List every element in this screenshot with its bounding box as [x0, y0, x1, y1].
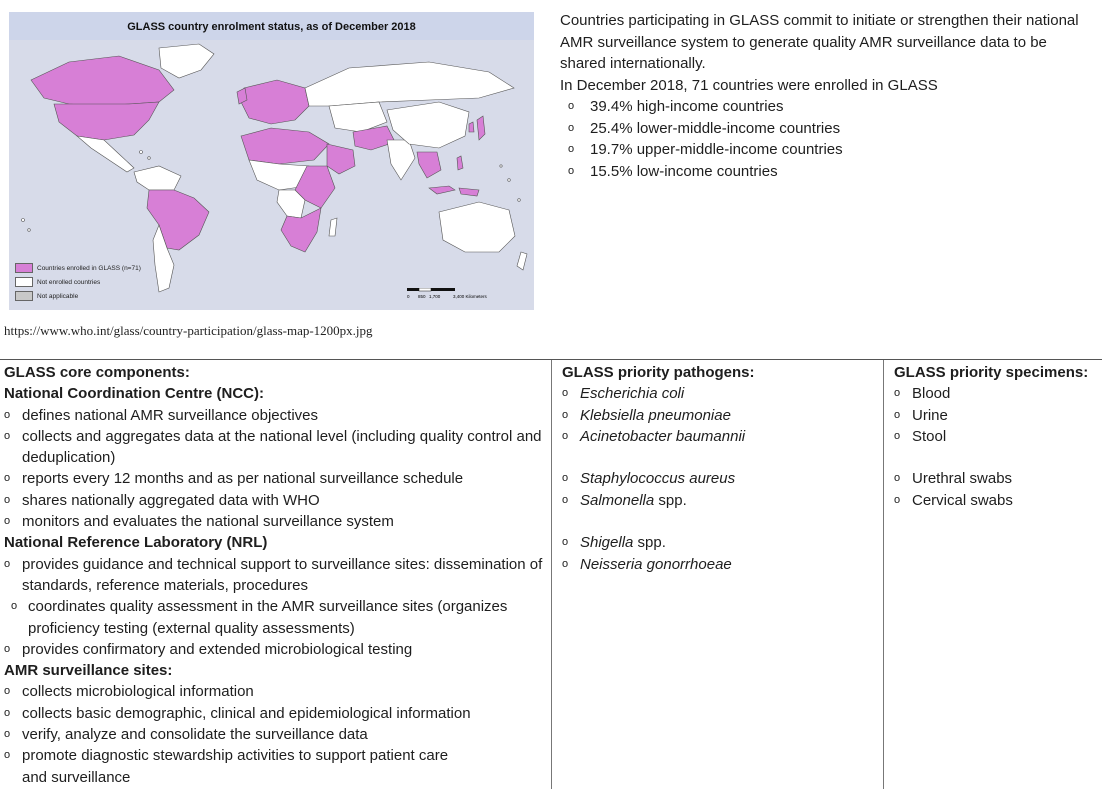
list-item: o collects and aggregates data at the national level (including quality control and deduplication) [4, 427, 542, 467]
list-item: o collects microbiological information [4, 681, 551, 702]
list-item: o reports every 12 months and as per national surveillance schedule [4, 468, 551, 489]
list-item: o monitors and evaluates the national surveillance system [4, 511, 551, 532]
list-item: o provides confirmatory and extended microbiological testing [4, 639, 551, 660]
map-india [387, 140, 415, 180]
core-components-column [0, 360, 552, 789]
bullet-icon: o [4, 429, 11, 442]
map-scale-bar [407, 288, 507, 302]
pathogens-heading: GLASS priority pathogens: [562, 364, 755, 381]
bullet-icon: o [562, 472, 569, 485]
map-mexico [77, 136, 134, 172]
map-north-africa [241, 128, 329, 164]
bullet-icon: o [4, 642, 11, 655]
priority-pathogens-column [552, 360, 884, 789]
list-item: o Urethral swabs [894, 468, 1102, 489]
bullet-icon: o [562, 536, 569, 549]
legend-item-not-enrolled: Not enrolled countries [15, 276, 141, 288]
scale-label-1700: 1,700 [429, 294, 441, 299]
list-item: o Stool [894, 426, 1102, 447]
list-item: o Neisseria gonorrhoeae [562, 554, 883, 575]
bullet-icon: o [4, 728, 11, 741]
bullet-icon: o [562, 429, 569, 442]
core-heading: GLASS core components: [4, 364, 190, 381]
sites-heading: AMR surveillance sites: [4, 662, 173, 680]
bullet-icon: o [568, 143, 575, 155]
bullet-icon: o [4, 749, 11, 762]
scale-label-3400: 3,400 Kilometers [453, 294, 487, 299]
list-item: o Escherichia coli [562, 383, 883, 404]
list-item: o Acinetobacter baumannii [562, 426, 883, 447]
map-legend [15, 262, 141, 304]
bullet-icon: o [562, 387, 569, 400]
bullet-icon: o [4, 515, 11, 528]
bullet-icon: o [4, 685, 11, 698]
nrl-heading: National Reference Laboratory (NRL) [4, 534, 268, 552]
map-canada [31, 56, 174, 106]
world-map-figure [9, 12, 534, 310]
legend-item-not-applicable: Not applicable [15, 290, 141, 302]
bullet-icon: o [562, 557, 569, 570]
bullet-icon: o [4, 493, 11, 506]
bullet-icon: o [562, 493, 569, 506]
map-europe [241, 80, 309, 124]
list-item: o promote diagnostic stewardship activities to support patient care and surveillance [4, 747, 449, 786]
map-russia [305, 62, 514, 106]
glass-table [0, 359, 1102, 789]
bullet-icon: o [568, 164, 575, 177]
bullet-icon: o [894, 408, 901, 421]
list-item: o 39.4% high-income countries [568, 96, 1080, 118]
source-url: https://www.who.int/glass/country-participation/glass-map-1200px.jpg [4, 323, 373, 338]
list-item: o Staphylococcus aureus [562, 468, 883, 489]
list-item: o verify, analyze and consolidate the surveillance data [4, 724, 551, 745]
bullet-icon: o [568, 121, 575, 134]
list-item: o collects basic demographic, clinical and epidemiological information [4, 703, 551, 724]
legend-swatch-enrolled [15, 263, 33, 273]
bullet-icon: o [568, 100, 575, 112]
legend-swatch-not-applicable [15, 291, 33, 301]
list-item: o provides guidance and technical support to surveillance sites: dissemination of standards, reference materials, procedures [4, 555, 543, 594]
bullet-icon: o [4, 557, 11, 570]
specimens-heading: GLASS priority specimens: [894, 364, 1089, 381]
list-item: o Blood [894, 383, 1102, 404]
list-item: o Klebsiella pneumoniae [562, 405, 883, 426]
list-item: o Urine [894, 405, 1102, 426]
legend-swatch-not-enrolled [15, 277, 33, 287]
bullet-icon: o [894, 387, 901, 400]
intro-statement: In December 2018, 71 countries were enrolled in GLASS [560, 76, 938, 94]
income-list [560, 96, 1080, 182]
legend-item-enrolled: Countries enrolled in GLASS (n=71) [15, 262, 141, 274]
list-item: o Salmonella spp. [562, 490, 883, 511]
list-item: o coordinates quality assessment in the AMR surveillance sites (organizes proficiency testing (external quality assessments) [11, 598, 508, 637]
map-title-bar [9, 12, 534, 40]
list-item: o 25.4% lower-middle-income countries [568, 118, 1080, 140]
bullet-icon: o [4, 472, 11, 485]
ncc-heading: National Coordination Centre (NCC): [4, 385, 264, 403]
intro-paragraph: Countries participating in GLASS commit to initiate or strengthen their national AMR surveillance system to generate quality AMR surveillance data to be shared internationally. [560, 12, 1079, 72]
priority-specimens-column [884, 360, 1102, 789]
map-south-america-north [134, 166, 181, 190]
list-item: o 19.7% upper-middle-income countries [568, 139, 1080, 161]
list-item: o Cervical swabs [894, 490, 1102, 511]
bullet-icon: o [894, 493, 901, 506]
scale-label-850: 850 [418, 294, 426, 299]
list-item: o 15.5% low-income countries [568, 161, 1080, 183]
list-item: o Shigella spp. [562, 532, 883, 553]
bullet-icon: o [4, 408, 11, 421]
map-greenland [159, 44, 214, 78]
bullet-icon: o [4, 706, 11, 719]
bullet-icon: o [894, 429, 901, 442]
bullet-icon: o [11, 600, 18, 613]
bullet-icon: o [562, 408, 569, 421]
intro-text [560, 10, 1080, 182]
map-australia [439, 202, 515, 252]
list-item: o shares nationally aggregated data with WHO [4, 490, 551, 511]
scale-label-0: 0 [407, 294, 410, 299]
bullet-icon: o [894, 472, 901, 485]
map-usa [54, 102, 159, 140]
list-item: o defines national AMR surveillance objectives [4, 405, 551, 426]
map-title: GLASS country enrolment status, as of December 2018 [127, 21, 416, 33]
